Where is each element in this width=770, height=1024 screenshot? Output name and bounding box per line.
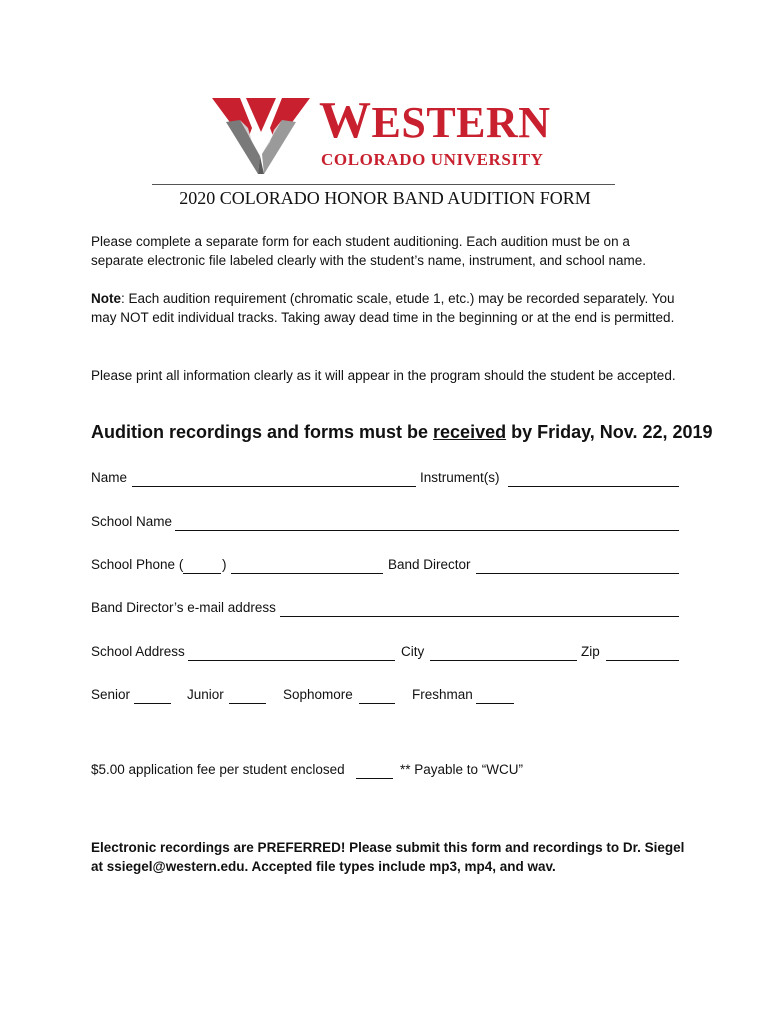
freshman-label: Freshman bbox=[412, 687, 473, 702]
form-title: 2020 COLORADO HONOR BAND AUDITION FORM bbox=[179, 188, 591, 208]
school-name-row bbox=[91, 514, 681, 534]
submission-instructions: Electronic recordings are PREFERRED! Please submit this form and recordings to Dr. Siegel at ssiegel@western.edu. Accepted file types include mp3, mp4, and wav. bbox=[91, 840, 685, 874]
school-name-field[interactable] bbox=[175, 516, 679, 531]
deadline-heading: Audition recordings and forms must be received by Friday, Nov. 22, 2019 bbox=[91, 422, 713, 442]
fee-label: $5.00 application fee per student enclosed bbox=[91, 762, 345, 777]
director-email-row bbox=[91, 600, 681, 620]
school-address-field[interactable] bbox=[188, 646, 395, 661]
w-mountain-logo-icon bbox=[212, 98, 310, 174]
senior-field[interactable] bbox=[134, 689, 171, 704]
instructions-paragraph: Please complete a separate form for each student auditioning. Each audition must be on a separate electronic file labeled clearly with the student’s name, instrument, and school name. bbox=[91, 234, 647, 268]
zip-label: Zip bbox=[581, 644, 600, 659]
city-label: City bbox=[401, 644, 425, 659]
school-address-label: School Address bbox=[91, 644, 185, 659]
junior-field[interactable] bbox=[229, 689, 266, 704]
title-rule bbox=[152, 184, 615, 185]
western-colorado-university-logo bbox=[212, 92, 562, 176]
address-row bbox=[91, 644, 681, 664]
note-label: Note bbox=[91, 291, 121, 306]
payable-to-text: ** Payable to “WCU” bbox=[400, 762, 524, 777]
grade-row bbox=[91, 687, 681, 707]
school-name-label: School Name bbox=[91, 514, 173, 529]
note-text: : Each audition requirement (chromatic scale, etude 1, etc.) may be recorded separately. You may NOT edit individual tracks. Taking away dead time in the beginning or at the end is permitted. bbox=[91, 291, 675, 325]
print-instructions-paragraph: Please print all information clearly as it will appear in the program should the student be accepted. bbox=[91, 368, 676, 383]
freshman-field[interactable] bbox=[476, 689, 514, 704]
sophomore-label: Sophomore bbox=[283, 687, 353, 702]
name-label: Name bbox=[91, 470, 128, 485]
sophomore-field[interactable] bbox=[359, 689, 395, 704]
band-director-field[interactable] bbox=[476, 559, 679, 574]
fee-enclosed-field[interactable] bbox=[356, 764, 393, 779]
fee-row bbox=[91, 762, 681, 782]
zip-field[interactable] bbox=[606, 646, 679, 661]
school-phone-field[interactable] bbox=[231, 559, 383, 574]
logo-wordmark: WESTERN bbox=[319, 92, 551, 149]
logo-subtitle: COLORADO UNIVERSITY bbox=[321, 150, 544, 169]
director-email-field[interactable] bbox=[280, 602, 679, 617]
city-field[interactable] bbox=[430, 646, 577, 661]
instrument-field[interactable] bbox=[508, 472, 679, 487]
name-instrument-row bbox=[91, 470, 681, 490]
school-phone-label: School Phone ( bbox=[91, 557, 184, 572]
band-director-label: Band Director bbox=[388, 557, 471, 572]
note-paragraph bbox=[91, 289, 681, 327]
school-phone-paren: ) bbox=[222, 557, 227, 572]
name-field[interactable] bbox=[132, 472, 416, 487]
junior-label: Junior bbox=[187, 687, 224, 702]
instrument-label: Instrument(s) bbox=[420, 470, 500, 485]
senior-label: Senior bbox=[91, 687, 131, 702]
area-code-field[interactable] bbox=[183, 559, 221, 574]
phone-director-row bbox=[91, 557, 681, 577]
director-email-label: Band Director’s e-mail address bbox=[91, 600, 276, 615]
